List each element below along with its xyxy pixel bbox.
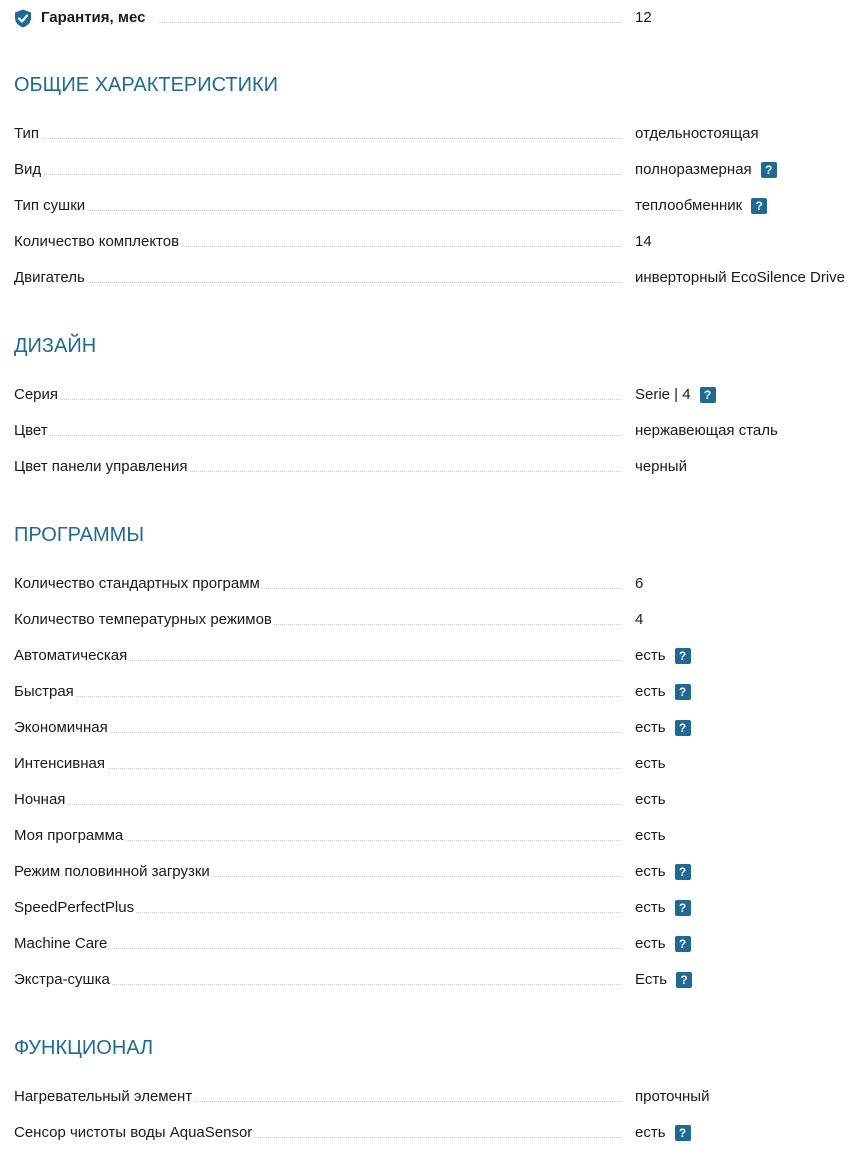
- spec-label: Интенсивная: [14, 755, 105, 772]
- spec-value: [635, 934, 691, 954]
- spec-label: Количество температурных режимов: [14, 611, 272, 628]
- spec-value: [635, 718, 691, 738]
- spec-row: [14, 572, 863, 596]
- spec-label: Тип: [14, 125, 40, 142]
- spec-label: Тип сушки: [14, 197, 86, 214]
- help-icon[interactable]: ?: [675, 720, 691, 736]
- spec-value: [635, 124, 759, 144]
- spec-value: [635, 898, 691, 918]
- spec-value: [635, 862, 691, 882]
- spec-row: [14, 266, 863, 290]
- spec-label: Количество комплектов: [14, 233, 180, 250]
- section-title: ДИЗАЙН: [14, 335, 97, 357]
- spec-value-text: 14: [635, 233, 652, 250]
- spec-row: [14, 932, 863, 956]
- spec-label: Серия: [14, 386, 59, 403]
- help-icon[interactable]: ?: [675, 864, 691, 880]
- shield-check-icon: [14, 9, 32, 28]
- spec-row: [14, 122, 863, 146]
- spec-label: Цвет панели управления: [14, 458, 188, 475]
- warranty-value: 12: [635, 9, 652, 26]
- spec-value: [635, 754, 666, 774]
- spec-value: [635, 1123, 691, 1143]
- leader-dots: [14, 174, 621, 175]
- spec-value: [635, 610, 643, 630]
- section-title: ПРОГРАММЫ: [14, 524, 145, 546]
- spec-row: [14, 455, 863, 479]
- spec-label: Machine Care: [14, 935, 108, 952]
- spec-value-text: есть: [635, 899, 666, 916]
- spec-label: Экстра-сушка: [14, 971, 110, 988]
- help-icon[interactable]: ?: [675, 684, 691, 700]
- spec-row: [14, 608, 863, 632]
- spec-row: [14, 194, 863, 218]
- leader-dots: [14, 804, 621, 805]
- spec-value-text: есть: [635, 935, 666, 952]
- spec-value-text: черный: [635, 458, 687, 475]
- spec-value-text: есть: [635, 827, 666, 844]
- spec-row: [14, 860, 863, 884]
- spec-value: [635, 457, 687, 477]
- spec-row: [14, 896, 863, 920]
- spec-label: Ночная: [14, 791, 66, 808]
- spec-value: [635, 421, 778, 441]
- spec-label: Экономичная: [14, 719, 108, 736]
- spec-label: Вид: [14, 161, 42, 178]
- help-icon[interactable]: ?: [675, 900, 691, 916]
- spec-label: Цвет: [14, 422, 48, 439]
- leader-dots: [14, 399, 621, 400]
- spec-row: [14, 644, 863, 668]
- spec-value-text: есть: [635, 647, 666, 664]
- leader-dots: [14, 282, 621, 283]
- spec-value-text: инверторный EcoSilence Drive: [635, 269, 846, 286]
- spec-value-text: нержавеющая сталь: [635, 422, 778, 439]
- spec-value: [635, 682, 691, 702]
- leader-dots: [159, 22, 621, 23]
- spec-value: [635, 160, 777, 180]
- spec-label: Количество стандартных программ: [14, 575, 260, 592]
- spec-value-text: проточный: [635, 1088, 710, 1105]
- warranty-label: Гарантия, мес: [41, 9, 146, 26]
- leader-dots: [14, 138, 621, 139]
- spec-row: [14, 419, 863, 443]
- spec-row: [14, 680, 863, 704]
- spec-row: [14, 230, 863, 254]
- help-icon[interactable]: ?: [676, 972, 692, 988]
- spec-row: [14, 716, 863, 740]
- spec-row: [14, 788, 863, 812]
- section-title: ОБЩИЕ ХАРАКТЕРИСТИКИ: [14, 74, 279, 96]
- spec-value-text: теплообменник: [635, 197, 743, 214]
- spec-value: [635, 790, 666, 810]
- spec-label: Автоматическая: [14, 647, 128, 664]
- spec-value: [635, 574, 643, 594]
- section-title: ФУНКЦИОНАЛ: [14, 1037, 154, 1059]
- spec-value-text: Есть: [635, 971, 668, 988]
- spec-label: Режим половинной загрузки: [14, 863, 210, 880]
- spec-value-text: есть: [635, 719, 666, 736]
- spec-value-text: есть: [635, 755, 666, 772]
- spec-value-text: есть: [635, 791, 666, 808]
- spec-value-text: полноразмерная: [635, 161, 752, 178]
- spec-value: [635, 268, 845, 288]
- help-icon[interactable]: ?: [761, 162, 777, 178]
- spec-value: [635, 385, 716, 405]
- spec-label: Нагревательный элемент: [14, 1088, 193, 1105]
- spec-row: [14, 752, 863, 776]
- spec-value-text: отдельностоящая: [635, 125, 759, 142]
- help-icon[interactable]: ?: [751, 198, 767, 214]
- spec-value-text: 6: [635, 575, 644, 592]
- leader-dots: [14, 435, 621, 436]
- spec-value-text: есть: [635, 1124, 666, 1141]
- leader-dots: [14, 210, 621, 211]
- spec-value: [635, 826, 666, 846]
- spec-value-text: 4: [635, 611, 644, 628]
- spec-value-text: есть: [635, 683, 666, 700]
- spec-value: [635, 196, 767, 216]
- spec-label: Сенсор чистоты воды AquaSensor: [14, 1124, 253, 1141]
- warranty-row: [14, 6, 863, 30]
- spec-label: Двигатель: [14, 269, 85, 286]
- spec-row: [14, 1085, 863, 1109]
- leader-dots: [14, 696, 621, 697]
- spec-value: [635, 1087, 709, 1107]
- spec-value: [635, 646, 691, 666]
- spec-label: Быстрая: [14, 683, 74, 700]
- spec-label: Моя программа: [14, 827, 124, 844]
- help-icon[interactable]: ?: [675, 648, 691, 664]
- help-icon[interactable]: ?: [700, 387, 716, 403]
- spec-row: [14, 968, 863, 992]
- spec-row: [14, 1121, 863, 1145]
- spec-row: [14, 824, 863, 848]
- spec-row: [14, 158, 863, 182]
- help-icon[interactable]: ?: [675, 936, 691, 952]
- spec-value-text: Serie | 4: [635, 386, 691, 403]
- spec-value: [635, 970, 692, 990]
- spec-value: [635, 232, 652, 252]
- spec-row: [14, 383, 863, 407]
- spec-value-text: есть: [635, 863, 666, 880]
- spec-label: SpeedPerfectPlus: [14, 899, 135, 916]
- help-icon[interactable]: ?: [675, 1125, 691, 1141]
